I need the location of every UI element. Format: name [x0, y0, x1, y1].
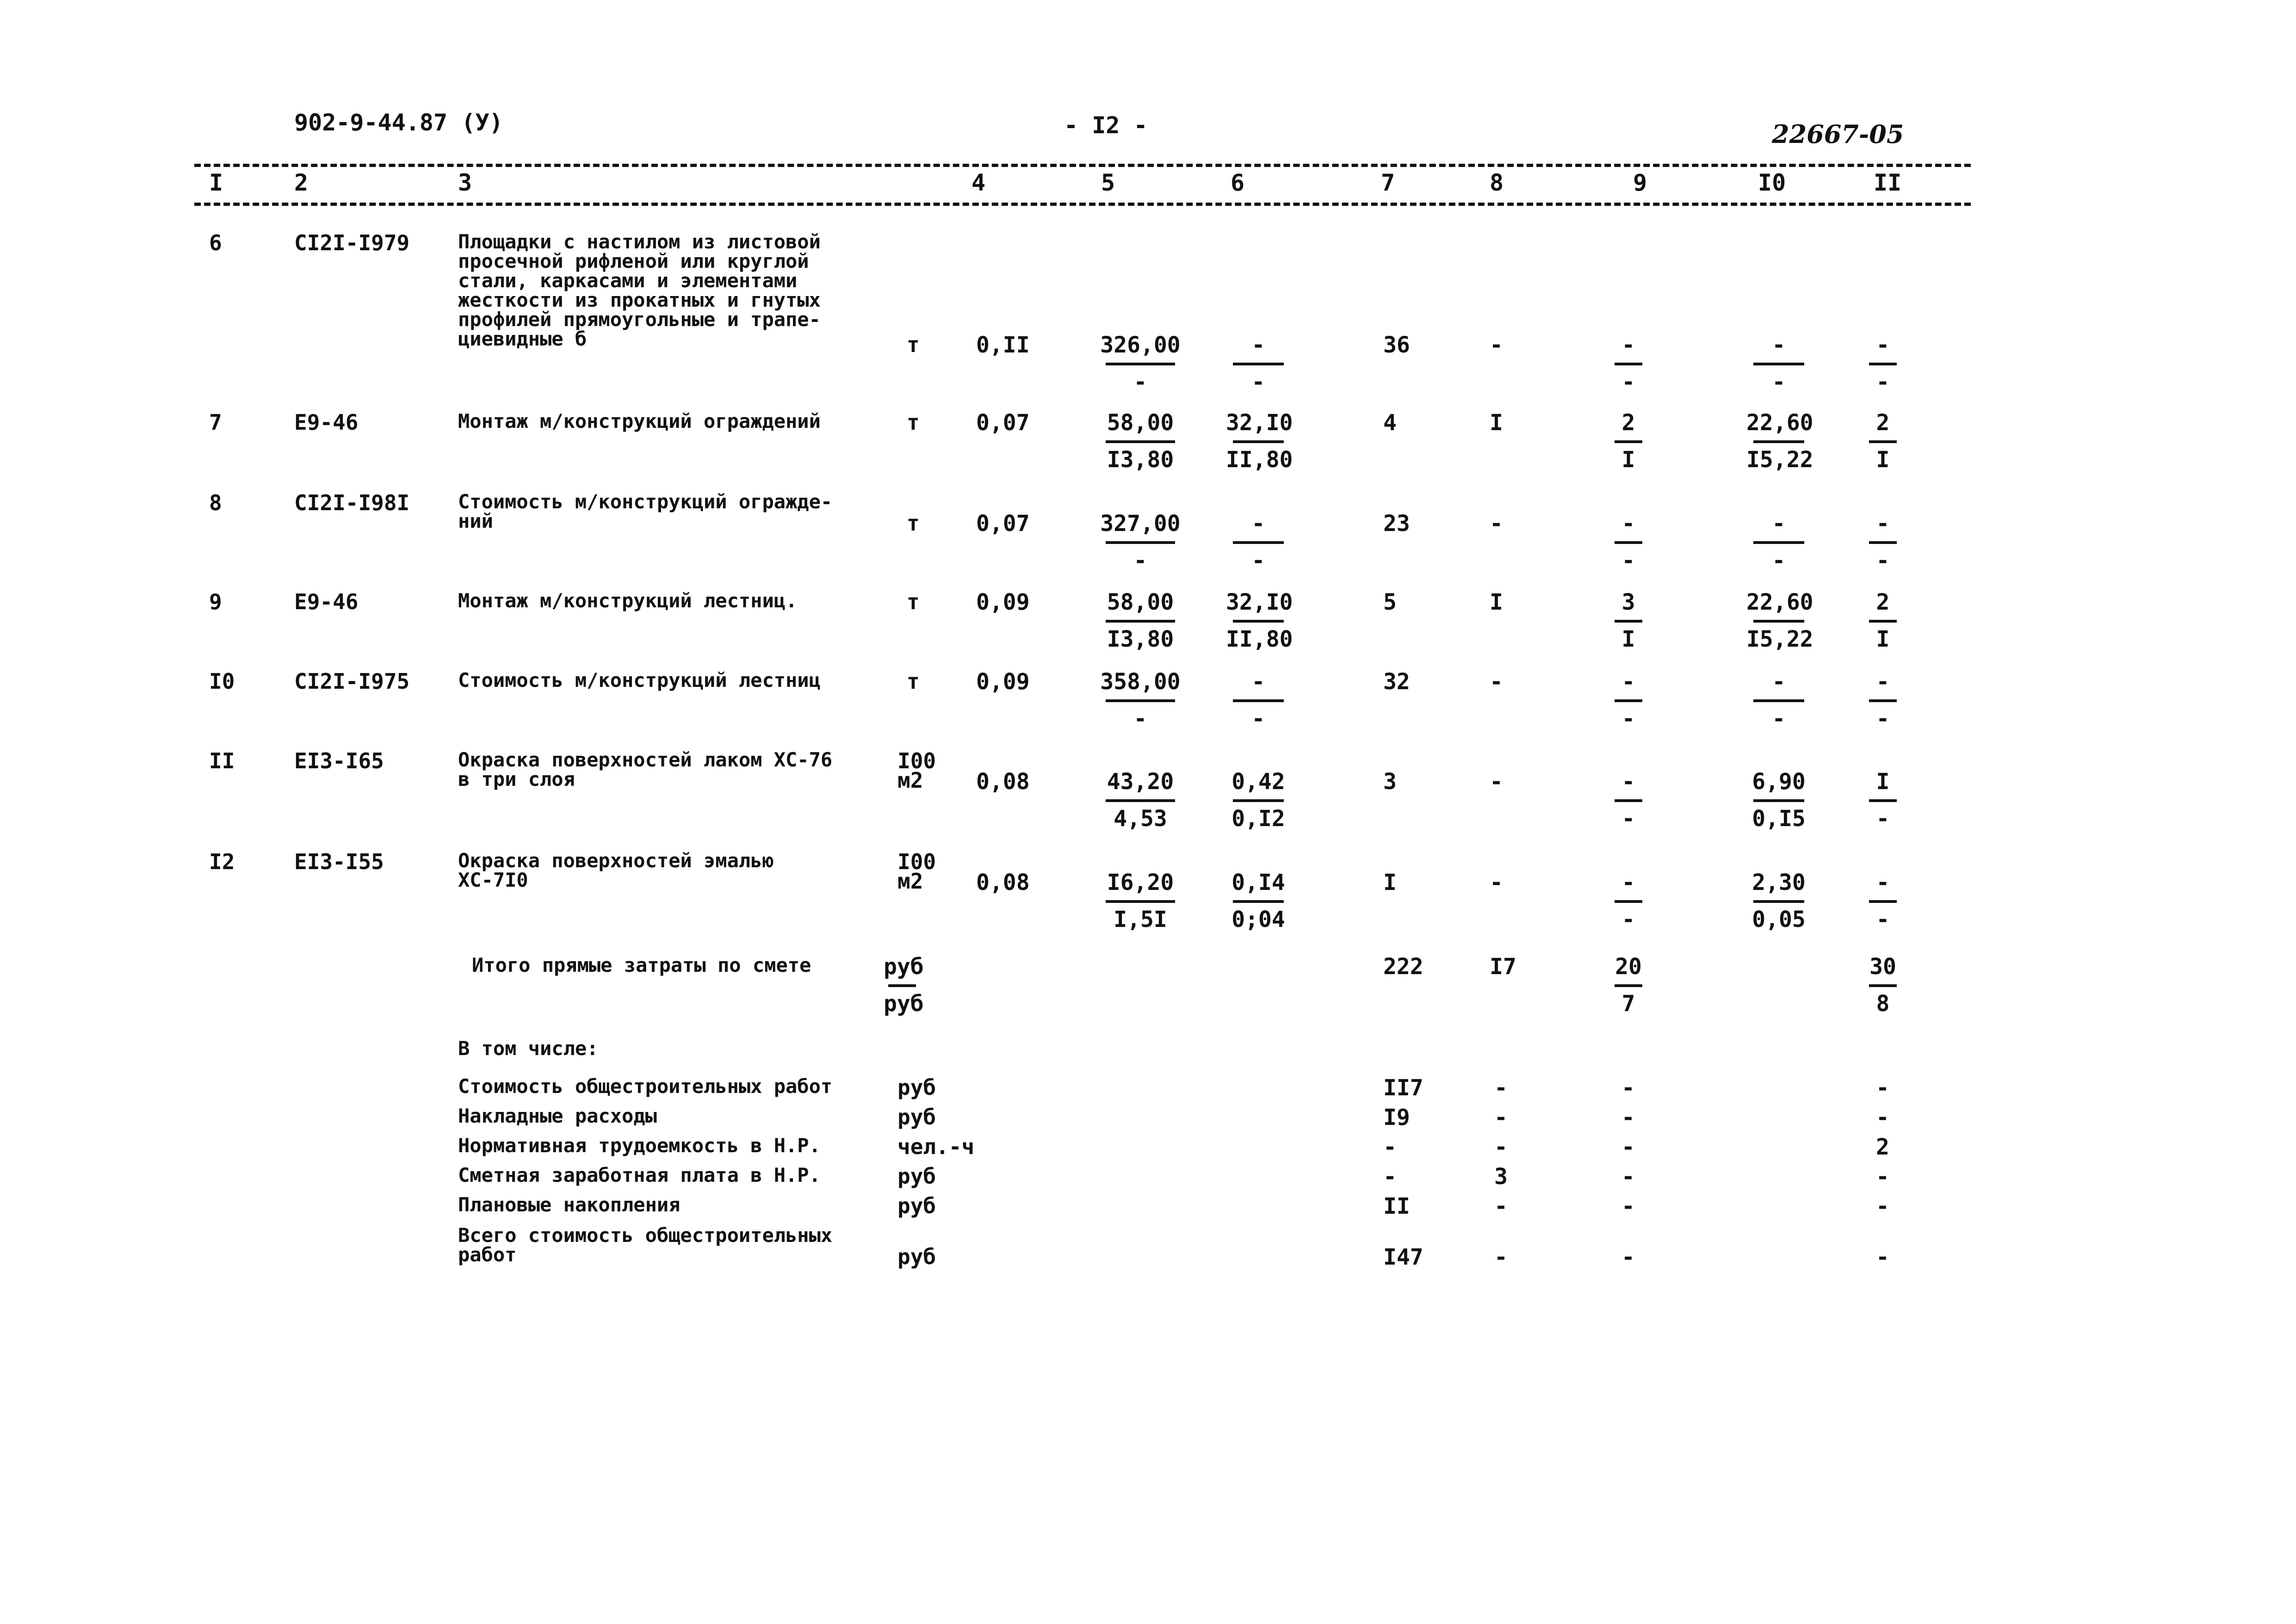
row-quantity: 0,08 — [976, 870, 1030, 895]
row-unit: т — [907, 410, 920, 435]
col-9-value-bar — [1615, 620, 1642, 623]
cost-unit-total — [1099, 412, 1182, 471]
col-10-value-bar — [1753, 620, 1804, 623]
row-quantity: 0,II — [976, 332, 1030, 358]
cost-unit-machine-bottom: II,80 — [1226, 447, 1293, 473]
row-unit-sub: м2 — [897, 768, 923, 793]
row-number: 6 — [209, 230, 222, 255]
col-11-value-bar — [1869, 363, 1897, 365]
row-number: I0 — [209, 669, 235, 694]
col-8-value: - — [1490, 332, 1503, 358]
col-10-value-bar — [1753, 900, 1804, 903]
description-line: жесткости из прокатных и гнутых — [458, 289, 821, 311]
summary-label-line: работ — [458, 1243, 517, 1266]
col-11-value-top: 2 — [1876, 589, 1890, 615]
summary-c7: - — [1383, 1164, 1397, 1190]
col-9-value-bar — [1615, 440, 1642, 443]
summary-c8: - — [1494, 1244, 1508, 1270]
cost-unit-machine-top: - — [1251, 511, 1265, 537]
col-10-value-bottom: - — [1772, 548, 1786, 574]
total-cost: 5 — [1383, 589, 1397, 615]
including-label: В том числе: — [458, 1037, 599, 1060]
cost-unit-total-bottom: - — [1133, 369, 1147, 395]
summary-c9: - — [1621, 1134, 1635, 1160]
description-line: ний — [458, 510, 493, 532]
cost-unit-machine-top: 0,42 — [1232, 769, 1285, 795]
summary-label — [458, 1195, 680, 1215]
totals-c11 — [1864, 956, 1901, 1015]
col-9-value-top: - — [1621, 870, 1635, 895]
summary-label — [458, 1166, 821, 1185]
col-9-value-top: 3 — [1621, 589, 1635, 615]
total-cost: 32 — [1383, 669, 1410, 695]
summary-label-line: Нормативная трудоемкость в Н.Р. — [458, 1134, 821, 1157]
col-11-value-bottom: - — [1876, 907, 1890, 932]
summary-label-line: Всего стоимость общестроительных — [458, 1224, 833, 1247]
summary-c9: - — [1621, 1244, 1635, 1270]
description-line: просечной рифленой или круглой — [458, 250, 809, 272]
col-10-value-bar — [1753, 440, 1804, 443]
col-9-value — [1610, 513, 1647, 572]
summary-unit: руб — [897, 1164, 936, 1189]
cost-unit-total-bar — [1106, 440, 1175, 443]
description-line: Окраска поверхностей эмалью — [458, 849, 774, 872]
col-10-value-bar — [1753, 799, 1804, 802]
col-11-value-top: - — [1876, 332, 1890, 358]
col-9-value-bottom: - — [1621, 806, 1635, 832]
row-number: II — [209, 748, 235, 773]
col-9-value — [1610, 871, 1647, 931]
summary-label — [458, 1136, 821, 1155]
col-8-value: - — [1490, 870, 1503, 895]
cost-unit-total — [1099, 591, 1182, 650]
totals-c9 — [1610, 956, 1647, 1015]
description-line: циевидные б — [458, 327, 587, 350]
col-11-value — [1864, 771, 1901, 830]
summary-label — [458, 1226, 832, 1265]
row-description — [458, 671, 821, 690]
totals-c9-bottom: 7 — [1621, 991, 1635, 1017]
col-9-value-top: - — [1621, 669, 1635, 695]
totals-unit-bottom: руб — [884, 991, 924, 1017]
col-11-value-top: - — [1876, 870, 1890, 895]
cost-unit-total-bottom: - — [1133, 548, 1147, 574]
description-line: Окраска поверхностей лаком ХС-76 — [458, 748, 833, 771]
cost-unit-total-bottom: I3,80 — [1107, 447, 1174, 473]
summary-c8: - — [1494, 1075, 1508, 1101]
cost-unit-machine-bar — [1233, 440, 1284, 443]
col-10-value-bottom: I5,22 — [1746, 447, 1813, 473]
row-description — [458, 591, 797, 611]
cost-unit-total-bottom: - — [1133, 706, 1147, 732]
cost-unit-total — [1099, 771, 1182, 830]
totals-unit-top: руб — [884, 954, 924, 980]
col-11-value-top: I — [1876, 769, 1890, 795]
col-11-value-bottom: - — [1876, 706, 1890, 732]
summary-c8: 3 — [1494, 1164, 1508, 1190]
cost-unit-total-bar — [1106, 363, 1175, 365]
description-line: стали, каркасами и элементами — [458, 269, 798, 292]
cost-unit-total-top: 358,00 — [1100, 669, 1181, 695]
col-9-value — [1610, 671, 1647, 730]
cost-unit-total-top: 326,00 — [1100, 332, 1181, 358]
row-description — [458, 851, 774, 890]
row-unit: I00 — [897, 748, 936, 773]
totals-unit — [884, 954, 924, 1017]
col-11-value — [1864, 671, 1901, 730]
row-number: 7 — [209, 410, 222, 435]
row-quantity: 0,09 — [976, 589, 1030, 615]
document-code: 902-9-44.87 (У) — [294, 109, 503, 136]
col-10-value-top: - — [1772, 511, 1786, 537]
row-code: CI2I-I98I — [294, 490, 410, 515]
row-unit: т — [907, 511, 920, 536]
cost-unit-machine — [1226, 871, 1291, 931]
summary-c7: II — [1383, 1193, 1410, 1219]
row-description — [458, 492, 832, 531]
col-11-value-bottom: - — [1876, 806, 1890, 832]
row-number: 9 — [209, 589, 222, 614]
row-quantity: 0,07 — [976, 410, 1030, 436]
totals-unit-bar — [888, 984, 916, 987]
col-9-value — [1610, 412, 1647, 471]
col-11-value-bar — [1869, 699, 1897, 702]
col-9-value-bottom: - — [1621, 369, 1635, 395]
cost-unit-total-bar — [1106, 620, 1175, 623]
cost-unit-total — [1099, 334, 1182, 393]
col-8-value: I — [1490, 589, 1503, 615]
cost-unit-machine-top: 0,I4 — [1232, 870, 1285, 895]
cost-unit-total-top: 58,00 — [1107, 589, 1174, 615]
total-cost: 23 — [1383, 511, 1410, 537]
total-cost: I — [1383, 870, 1397, 895]
cost-unit-machine — [1226, 591, 1291, 650]
row-number: I2 — [209, 849, 235, 874]
description-line: Монтаж м/конструкций лестниц. — [458, 589, 798, 612]
summary-unit: руб — [897, 1075, 936, 1100]
cost-unit-machine-bar — [1233, 799, 1284, 802]
column-header-4: 4 — [972, 169, 986, 196]
col-11-value — [1864, 871, 1901, 931]
cost-unit-machine-bar — [1233, 900, 1284, 903]
cost-unit-machine-top: 32,I0 — [1226, 589, 1293, 615]
cost-unit-machine — [1226, 334, 1291, 393]
summary-unit: руб — [897, 1105, 936, 1130]
totals-c11-bar — [1869, 984, 1897, 987]
cost-unit-total-bottom: 4,53 — [1114, 806, 1167, 832]
col-9-value — [1610, 771, 1647, 830]
cost-unit-total-top: 58,00 — [1107, 410, 1174, 436]
cost-unit-total — [1099, 671, 1182, 730]
col-8-value: - — [1490, 769, 1503, 795]
summary-c11: - — [1876, 1193, 1889, 1219]
col-10-value-bottom: 0,I5 — [1752, 806, 1806, 832]
row-code: EI3-I55 — [294, 849, 384, 874]
row-number: 8 — [209, 490, 222, 515]
column-header-6: 6 — [1231, 169, 1245, 196]
col-9-value-bottom: - — [1621, 706, 1635, 732]
inventory-number: 22667-05 — [1772, 119, 1904, 149]
column-header-3: 3 — [458, 169, 472, 196]
description-line: профилей прямоугольные и трапе- — [458, 308, 821, 331]
column-header-8: 8 — [1490, 169, 1504, 196]
col-9-value-bottom: I — [1621, 447, 1635, 473]
cost-unit-machine-top: - — [1251, 669, 1265, 695]
totals-c11-top: 30 — [1869, 954, 1896, 980]
summary-unit: чел.-ч — [897, 1134, 975, 1159]
col-9-value-bar — [1615, 900, 1642, 903]
col-10-value-top: - — [1772, 332, 1786, 358]
summary-c9: - — [1621, 1193, 1635, 1219]
col-10-value — [1746, 871, 1811, 931]
cost-unit-total-bar — [1106, 541, 1175, 544]
col-10-value — [1746, 334, 1811, 393]
summary-c11: - — [1876, 1105, 1889, 1130]
row-code: CI2I-I975 — [294, 669, 410, 694]
summary-c11: 2 — [1876, 1134, 1889, 1160]
col-10-value-bar — [1753, 541, 1804, 544]
col-9-value — [1610, 591, 1647, 650]
totals-c8: I7 — [1490, 954, 1516, 980]
row-code: E9-46 — [294, 589, 359, 614]
col-10-value-bottom: - — [1772, 369, 1786, 395]
col-11-value-top: 2 — [1876, 410, 1890, 436]
cost-unit-machine-bar — [1233, 620, 1284, 623]
cost-unit-total-top: I6,20 — [1107, 870, 1174, 895]
cost-unit-machine — [1226, 513, 1291, 572]
row-quantity: 0,09 — [976, 669, 1030, 695]
col-10-value-bottom: I5,22 — [1746, 626, 1813, 652]
col-10-value-bottom: 0,05 — [1752, 907, 1806, 932]
row-quantity: 0,08 — [976, 769, 1030, 795]
row-unit: т — [907, 589, 920, 614]
column-header-7: 7 — [1381, 169, 1395, 196]
col-10-value-top: 22,60 — [1746, 410, 1813, 436]
cost-unit-machine-top: 32,I0 — [1226, 410, 1293, 436]
summary-c8: - — [1494, 1134, 1508, 1160]
col-9-value-bar — [1615, 699, 1642, 702]
row-code: EI3-I65 — [294, 748, 384, 773]
col-11-value — [1864, 334, 1901, 393]
summary-c11: - — [1876, 1164, 1889, 1190]
col-9-value-bar — [1615, 541, 1642, 544]
col-8-value: - — [1490, 669, 1503, 695]
cost-unit-machine-bottom: II,80 — [1226, 626, 1293, 652]
col-11-value-bar — [1869, 440, 1897, 443]
totals-c9-top: 20 — [1615, 954, 1642, 980]
col-11-value-top: - — [1876, 669, 1890, 695]
column-header-11: II — [1874, 169, 1902, 196]
cost-unit-machine-bottom: - — [1251, 369, 1265, 395]
cost-unit-total-bottom: I,5I — [1114, 907, 1167, 932]
summary-c8: - — [1494, 1193, 1508, 1219]
summary-unit: руб — [897, 1244, 936, 1269]
cost-unit-machine-bar — [1233, 541, 1284, 544]
summary-unit: руб — [897, 1193, 936, 1218]
col-9-value-top: - — [1621, 511, 1635, 537]
cost-unit-total-bar — [1106, 799, 1175, 802]
summary-c9: - — [1621, 1164, 1635, 1190]
col-9-value — [1610, 334, 1647, 393]
cost-unit-total-bottom: I3,80 — [1107, 626, 1174, 652]
col-10-value — [1746, 591, 1811, 650]
totals-c7: 222 — [1383, 954, 1423, 980]
col-9-value-bottom: - — [1621, 548, 1635, 574]
col-9-value-bottom: - — [1621, 907, 1635, 932]
col-11-value-bottom: - — [1876, 548, 1890, 574]
page-number: - I2 - — [1064, 112, 1148, 139]
col-9-value-top: 2 — [1621, 410, 1635, 436]
col-10-value-bar — [1753, 363, 1804, 365]
row-code: E9-46 — [294, 410, 359, 435]
col-9-value-top: - — [1621, 769, 1635, 795]
row-quantity: 0,07 — [976, 511, 1030, 537]
total-cost: 3 — [1383, 769, 1397, 795]
cost-unit-machine-bottom: - — [1251, 706, 1265, 732]
col-11-value-bar — [1869, 799, 1897, 802]
cost-unit-total-bar — [1106, 699, 1175, 702]
summary-label-line: Накладные расходы — [458, 1105, 657, 1127]
totals-label: Итого прямые затраты по смете — [472, 954, 811, 976]
description-line: Стоимость м/конструкций огражде- — [458, 490, 833, 513]
summary-c11: - — [1876, 1244, 1889, 1270]
cost-unit-machine-bar — [1233, 699, 1284, 702]
description-line: в три слоя — [458, 768, 575, 790]
col-10-value — [1746, 412, 1811, 471]
cost-unit-total — [1099, 871, 1182, 931]
cost-unit-machine-bottom: 0;04 — [1232, 907, 1285, 932]
col-10-value — [1746, 771, 1811, 830]
cost-unit-machine-bottom: - — [1251, 548, 1265, 574]
col-10-value-top: 2,30 — [1752, 870, 1806, 895]
description-line: Монтаж м/конструкций ограждений — [458, 410, 821, 432]
cost-unit-total — [1099, 513, 1182, 572]
col-11-value-bar — [1869, 541, 1897, 544]
summary-c7: - — [1383, 1134, 1397, 1160]
column-header-9: 9 — [1633, 169, 1647, 196]
col-9-value-bar — [1615, 363, 1642, 365]
row-unit: т — [907, 669, 920, 694]
col-9-value-bar — [1615, 799, 1642, 802]
col-11-value — [1864, 412, 1901, 471]
summary-label-line: Плановые накопления — [458, 1193, 681, 1216]
col-11-value-top: - — [1876, 511, 1890, 537]
row-unit-sub: м2 — [897, 869, 923, 894]
column-header-5: 5 — [1101, 169, 1115, 196]
summary-c7: I9 — [1383, 1105, 1410, 1130]
header-top-rule — [194, 164, 1971, 167]
col-9-value-top: - — [1621, 332, 1635, 358]
col-10-value — [1746, 671, 1811, 730]
summary-label-line: Стоимость общестроительных работ — [458, 1075, 833, 1098]
col-11-value — [1864, 591, 1901, 650]
col-10-value-top: 6,90 — [1752, 769, 1806, 795]
col-11-value-bottom: I — [1876, 626, 1890, 652]
summary-c8: - — [1494, 1105, 1508, 1130]
cost-unit-machine — [1226, 771, 1291, 830]
column-header-10: I0 — [1758, 169, 1786, 196]
summary-c11: - — [1876, 1075, 1889, 1101]
row-unit: т — [907, 332, 920, 357]
col-11-value — [1864, 513, 1901, 572]
totals-c9-bar — [1615, 984, 1642, 987]
summary-c7: II7 — [1383, 1075, 1423, 1101]
cost-unit-total-bar — [1106, 900, 1175, 903]
column-header-2: 2 — [294, 169, 309, 196]
totals-c11-bottom: 8 — [1876, 991, 1890, 1017]
row-code: CI2I-I979 — [294, 230, 410, 255]
summary-c9: - — [1621, 1105, 1635, 1130]
col-11-value-bar — [1869, 620, 1897, 623]
cost-unit-machine — [1226, 671, 1291, 730]
cost-unit-machine — [1226, 412, 1291, 471]
summary-label — [458, 1106, 657, 1126]
col-10-value-top: 22,60 — [1746, 589, 1813, 615]
row-description — [458, 750, 832, 789]
row-description — [458, 412, 821, 431]
summary-label-line: Сметная заработная плата в Н.Р. — [458, 1164, 821, 1186]
cost-unit-machine-top: - — [1251, 332, 1265, 358]
description-line: Стоимость м/конструкций лестниц — [458, 669, 821, 692]
col-9-value-bottom: I — [1621, 626, 1635, 652]
col-10-value-bottom: - — [1772, 706, 1786, 732]
summary-label — [458, 1077, 832, 1096]
col-11-value-bottom: I — [1876, 447, 1890, 473]
col-8-value: I — [1490, 410, 1503, 436]
cost-unit-machine-bottom: 0,I2 — [1232, 806, 1285, 832]
total-cost: 4 — [1383, 410, 1397, 436]
description-line: ХС-7I0 — [458, 869, 528, 891]
col-10-value — [1746, 513, 1811, 572]
col-11-value-bar — [1869, 900, 1897, 903]
total-cost: 36 — [1383, 332, 1410, 358]
row-unit: I00 — [897, 849, 936, 874]
cost-unit-machine-bar — [1233, 363, 1284, 365]
row-description — [458, 232, 821, 349]
cost-unit-total-top: 327,00 — [1100, 511, 1181, 537]
col-11-value-bottom: - — [1876, 369, 1890, 395]
col-10-value-top: - — [1772, 669, 1786, 695]
col-10-value-bar — [1753, 699, 1804, 702]
summary-c9: - — [1621, 1075, 1635, 1101]
header-bottom-rule — [194, 203, 1971, 206]
cost-unit-total-top: 43,20 — [1107, 769, 1174, 795]
col-8-value: - — [1490, 511, 1503, 537]
description-line: Площадки с настилом из листовой — [458, 230, 821, 253]
column-header-1: I — [209, 169, 223, 196]
summary-c7: I47 — [1383, 1244, 1423, 1270]
